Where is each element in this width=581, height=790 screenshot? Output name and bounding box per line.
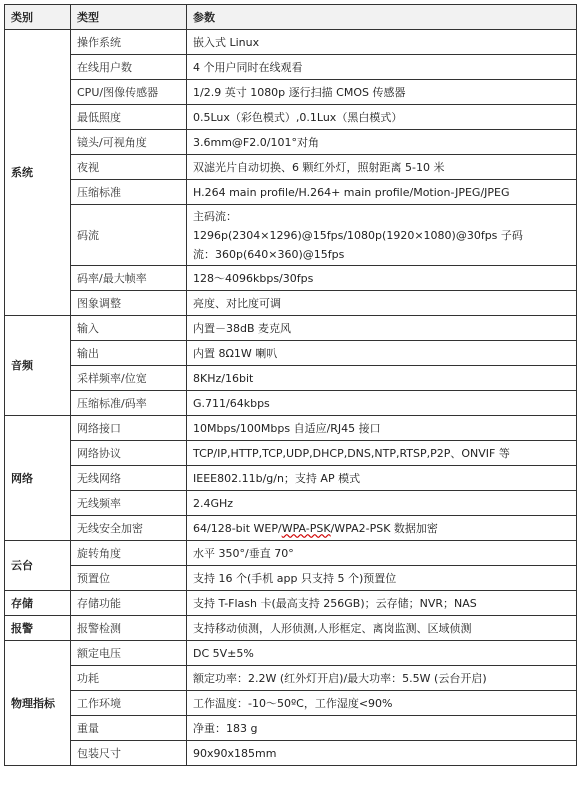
table-row — [5, 516, 577, 541]
table-row — [5, 691, 577, 716]
table-row — [5, 666, 577, 691]
value-cell: 内置 8Ω1W 喇叭 — [187, 341, 577, 366]
item-cell: 最低照度 — [71, 105, 187, 130]
value-cell: TCP/IP,HTTP,TCP,UDP,DHCP,DNS,NTP,RTSP,P2P、ONVIF 等 — [187, 441, 577, 466]
table-row — [5, 566, 577, 591]
table-row — [5, 130, 577, 155]
table-row — [5, 266, 577, 291]
item-cell: 夜视 — [71, 155, 187, 180]
spellcheck-underlined-text: WPA-PSK — [281, 521, 331, 535]
value-cell: IEEE802.11b/g/n；支持 AP 模式 — [187, 466, 577, 491]
value-line: 流：360p(640×360)@15fps — [193, 247, 345, 261]
value-cell: 净重：183 g — [187, 716, 577, 741]
table-row — [5, 80, 577, 105]
category-cell: 网络 — [5, 416, 71, 541]
item-cell: 预置位 — [71, 566, 187, 591]
table-row — [5, 205, 577, 266]
table-row — [5, 716, 577, 741]
value-cell — [187, 205, 577, 266]
item-cell: 操作系统 — [71, 30, 187, 55]
item-cell: 网络接口 — [71, 416, 187, 441]
item-cell: 码率/最大帧率 — [71, 266, 187, 291]
table-row — [5, 541, 577, 566]
value-part: 64/128-bit WEP/ — [193, 521, 282, 535]
table-row — [5, 491, 577, 516]
item-cell: 工作环境 — [71, 691, 187, 716]
item-cell: 无线频率 — [71, 491, 187, 516]
item-cell: 压缩标准/码率 — [71, 391, 187, 416]
value-cell: 支持 T-Flash 卡(最高支持 256GB)；云存储；NVR；NAS — [187, 591, 577, 616]
table-row — [5, 155, 577, 180]
value-cell: 4 个用户同时在线观看 — [187, 55, 577, 80]
value-cell: 10Mbps/100Mbps 自适应/RJ45 接口 — [187, 416, 577, 441]
value-cell: G.711/64kbps — [187, 391, 577, 416]
header-category: 类别 — [5, 5, 71, 30]
value-cell: 8KHz/16bit — [187, 366, 577, 391]
table-row — [5, 591, 577, 616]
value-cell: 水平 350°/垂直 70° — [187, 541, 577, 566]
item-cell: 包装尺寸 — [71, 741, 187, 766]
category-cell: 存储 — [5, 591, 71, 616]
item-cell: CPU/图像传感器 — [71, 80, 187, 105]
item-cell: 镜头/可视角度 — [71, 130, 187, 155]
table-row — [5, 441, 577, 466]
item-cell: 报警检测 — [71, 616, 187, 641]
table-row — [5, 316, 577, 341]
value-cell: 支持 16 个(手机 app 只支持 5 个)预置位 — [187, 566, 577, 591]
table-row — [5, 616, 577, 641]
item-cell: 重量 — [71, 716, 187, 741]
value-cell: H.264 main profile/H.264+ main profile/Motion-JPEG/JPEG — [187, 180, 577, 205]
category-cell: 系统 — [5, 30, 71, 316]
category-cell: 报警 — [5, 616, 71, 641]
table-row — [5, 641, 577, 666]
table-row — [5, 180, 577, 205]
item-cell: 功耗 — [71, 666, 187, 691]
table-row — [5, 55, 577, 80]
item-cell: 旋转角度 — [71, 541, 187, 566]
category-cell: 云台 — [5, 541, 71, 591]
header-row — [5, 5, 577, 30]
header-param: 参数 — [187, 5, 577, 30]
item-cell: 在线用户数 — [71, 55, 187, 80]
item-cell: 网络协议 — [71, 441, 187, 466]
item-cell: 输出 — [71, 341, 187, 366]
value-cell: 90x90x185mm — [187, 741, 577, 766]
item-cell: 输入 — [71, 316, 187, 341]
value-line: 主码流： — [193, 209, 237, 223]
table-row — [5, 291, 577, 316]
header-type: 类型 — [71, 5, 187, 30]
value-cell: 128～4096kbps/30fps — [187, 266, 577, 291]
value-cell: 1/2.9 英寸 1080p 逐行扫描 CMOS 传感器 — [187, 80, 577, 105]
item-cell: 码流 — [71, 205, 187, 266]
value-cell: 3.6mm@F2.0/101°对角 — [187, 130, 577, 155]
value-cell: 双滤光片自动切换、6 颗红外灯，照射距离 5-10 米 — [187, 155, 577, 180]
value-cell: 亮度、对比度可调 — [187, 291, 577, 316]
table-row — [5, 391, 577, 416]
category-cell: 音频 — [5, 316, 71, 416]
table-row — [5, 466, 577, 491]
table-row — [5, 741, 577, 766]
table-row — [5, 341, 577, 366]
value-cell: 0.5Lux（彩色模式）,0.1Lux（黑白模式） — [187, 105, 577, 130]
value-cell: 额定功率：2.2W (红外灯开启)/最大功率：5.5W (云台开启) — [187, 666, 577, 691]
item-cell: 采样频率/位宽 — [71, 366, 187, 391]
item-cell: 压缩标准 — [71, 180, 187, 205]
value-cell — [187, 516, 577, 541]
spec-table — [4, 4, 577, 766]
value-cell: 内置－38dB 麦克风 — [187, 316, 577, 341]
item-cell: 无线网络 — [71, 466, 187, 491]
item-cell: 额定电压 — [71, 641, 187, 666]
table-row — [5, 30, 577, 55]
table-row — [5, 416, 577, 441]
value-part: /WPA2-PSK 数据加密 — [330, 521, 438, 535]
item-cell: 图象调整 — [71, 291, 187, 316]
value-cell: 2.4GHz — [187, 491, 577, 516]
value-cell: 嵌入式 Linux — [187, 30, 577, 55]
value-cell: 支持移动侦测，人形侦测,人形框定、离岗监测、区域侦测 — [187, 616, 577, 641]
item-cell: 存储功能 — [71, 591, 187, 616]
value-cell: DC 5V±5% — [187, 641, 577, 666]
category-cell: 物理指标 — [5, 641, 71, 766]
value-line: 1296p(2304×1296)@15fps/1080p(1920×1080)@30fps 子码 — [193, 228, 523, 242]
table-row — [5, 366, 577, 391]
item-cell: 无线安全加密 — [71, 516, 187, 541]
value-cell: 工作温度：-10～50ºC，工作湿度<90% — [187, 691, 577, 716]
table-row — [5, 105, 577, 130]
